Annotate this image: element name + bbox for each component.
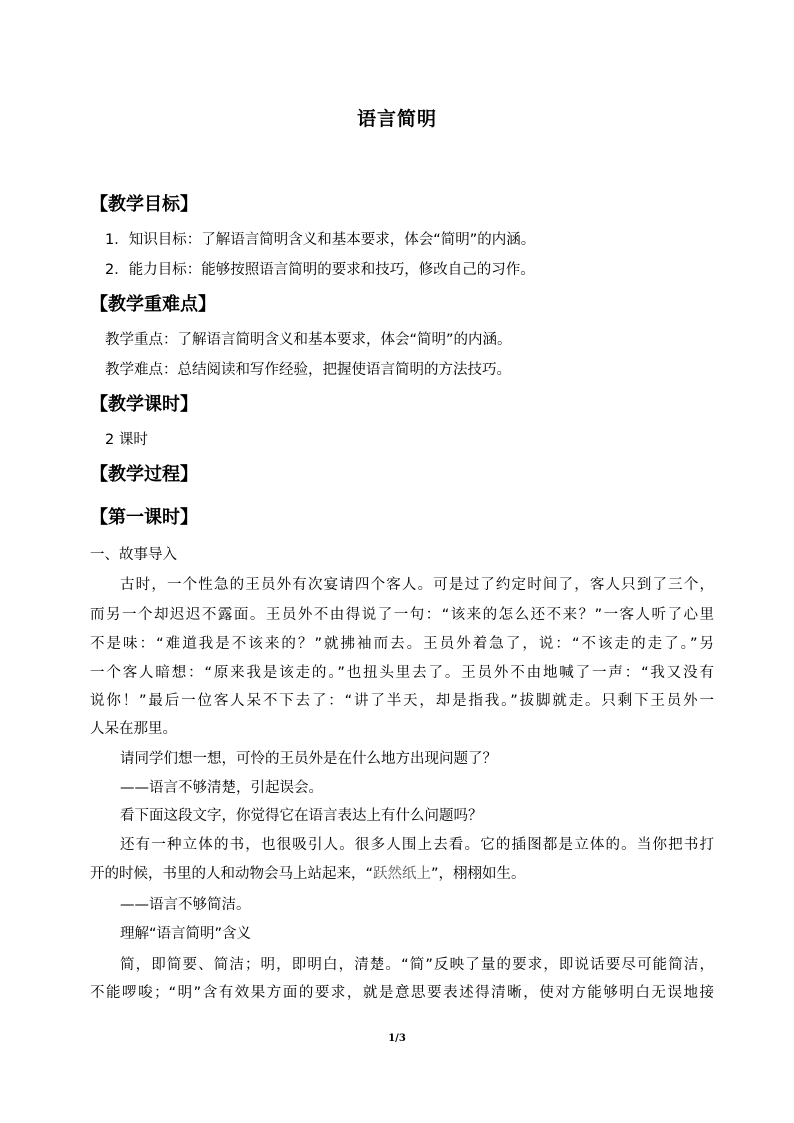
example-paragraph-line: 还有一种立体的书，也很吸引人。很多人围上去看。它的插图都是立体的。当你把书打: [120, 837, 714, 853]
goal-item-2: 2．能力目标：能够按照语言简明的要求和技巧，修改自己的习作。: [105, 262, 535, 278]
subsection-heading: 理解“语言简明”含义: [120, 926, 252, 942]
answer-text: ——语言不够简洁。: [120, 897, 251, 913]
section-heading-difficulty: 【教学重难点】: [90, 294, 216, 315]
definition-line: 简，即简要、简洁；明，即明白，清楚。“简”反映了量的要求，即说话要尽可能简洁，: [120, 957, 714, 973]
section-heading-process: 【教学过程】: [90, 464, 198, 485]
quoted-phrase: 跃然纸上: [373, 866, 432, 882]
key-point-text: 教学重点：了解语言简明含义和基本要求，体会“简明”的内涵。: [105, 332, 512, 348]
story-line: 说你！”最后一位客人呆不下去了：“讲了半天，却是指我。”拔脚就走。只剩下王员外一: [90, 693, 714, 709]
document-title: 语言简明: [356, 108, 437, 130]
example-text: ”，栩栩如生。: [431, 866, 526, 882]
question-text: 看下面这段文字，你觉得它在语言表达上有什么问题吗？: [120, 808, 483, 824]
question-text: 请同学们想一想，可怜的王员外是在什么地方出现问题了？: [120, 751, 497, 767]
example-text: 开的时候，书里的人和动物会马上站起来，“: [90, 866, 374, 882]
story-line: 人呆在那里。: [90, 721, 177, 737]
section-heading-hours: 【教学课时】: [90, 394, 198, 415]
example-paragraph-line: [90, 864, 526, 884]
goal-item-1: 1．知识目标：了解语言简明含义和基本要求，体会“简明”的内涵。: [105, 232, 536, 248]
step-heading-story: 一、故事导入: [90, 547, 177, 563]
story-line: 古时，一个性急的王员外有次宴请四个客人。可是过了约定时间了，客人只到了三个，: [120, 577, 714, 593]
definition-line: 不能啰唆；“明”含有效果方面的要求，就是意思要表述得清晰，使对方能够明白无误地接: [90, 985, 714, 1001]
difficult-point-text: 教学难点：总结阅读和写作经验，把握使语言简明的方法技巧。: [105, 362, 511, 378]
story-line: 而另一个却迟迟不露面。王员外不由得说了一句：“该来的怎么还不来？”一客人听了心里: [90, 607, 714, 623]
story-line: 不是味：“难道我是不该来的？”就拂袖而去。王员外着急了，说：“不该走的走了。”另: [90, 636, 714, 652]
page-number: 1/3: [388, 1033, 406, 1044]
hours-value: 2 课时: [105, 432, 148, 448]
section-heading-goals: 【教学目标】: [90, 194, 198, 215]
answer-text: ——语言不够清楚，引起误会。: [120, 780, 323, 796]
section-heading-lesson-1: 【第一课时】: [90, 507, 198, 528]
story-line: 一个客人暗想：“原来我是该走的。”也扭头里去了。王员外不由地喊了一声：“我又没有: [90, 665, 714, 681]
